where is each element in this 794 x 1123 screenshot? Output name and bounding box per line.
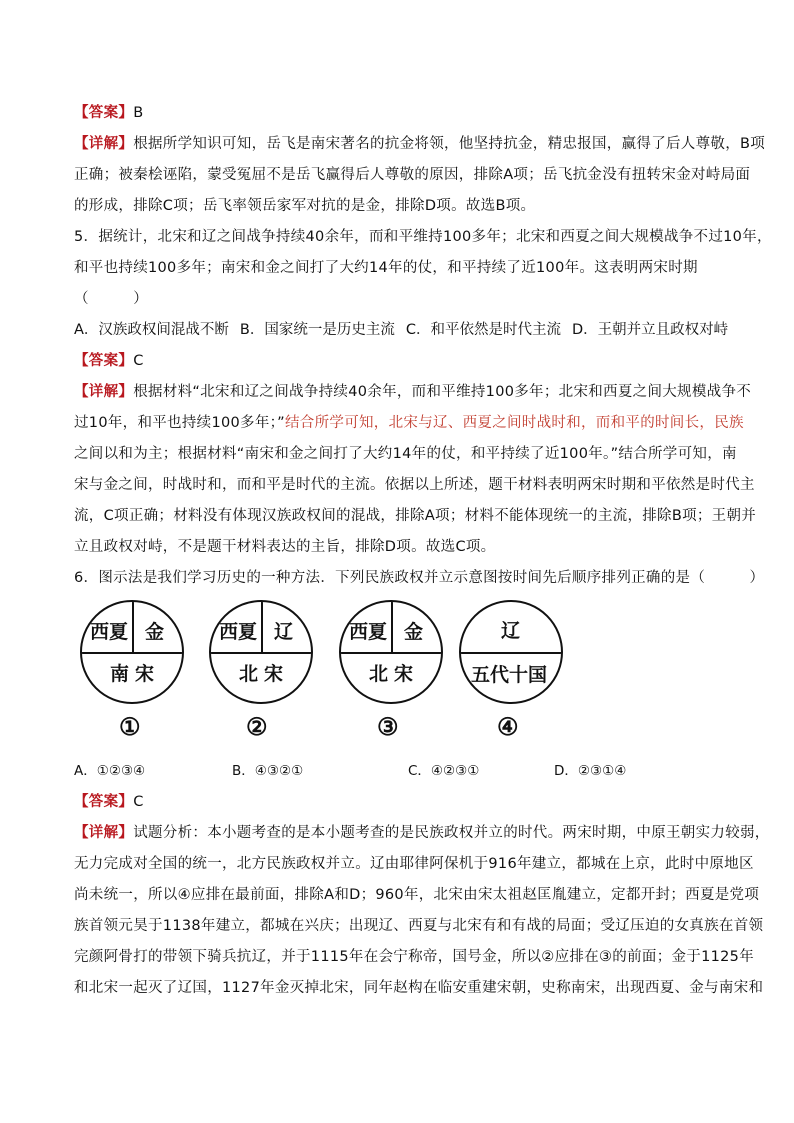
- diagram-number: ②: [246, 712, 268, 741]
- answer-value: C: [133, 353, 144, 369]
- divider: [132, 602, 134, 652]
- diagram-circle-4: [459, 600, 563, 704]
- regime-diagrams: [74, 600, 724, 750]
- option-c: C．④②③①: [408, 763, 480, 779]
- diagram-label: 西夏: [219, 621, 258, 643]
- detail-line: 和北宋一起灭了辽国，1127年金灭掉北宋，同年赵构在临安重建宋朝，史称南宋，出现西夏、金与南宋和: [74, 980, 764, 996]
- option-a: A．汉族政权间混战不断: [74, 322, 229, 338]
- question-stem: 5．据统计，北宋和辽之间战争持续40余年，而和平维持100多年；北宋和西夏之间大规模战争不过10年，: [74, 229, 772, 245]
- answer-line-q4: [74, 98, 724, 129]
- detail-line: 族首领元昊于1138年建立，都城在兴庆；出现辽、西夏与北宋有和有战的局面；受辽压迫的女真族在首领: [74, 918, 764, 934]
- divider: [261, 602, 263, 652]
- detail-line: 完颜阿骨打的带领下骑兵抗辽，并于1115年在会宁称帝，国号金，所以②应排在③的前面；金于1125年: [74, 949, 754, 965]
- diagram-circle-3: [339, 600, 443, 704]
- option-d: D．②③①④: [554, 763, 627, 779]
- detail-line: 无力完成对全国的统一，北方民族政权并立。辽由耶律阿保机于916年建立，都城在上京，此时中原地区: [74, 856, 754, 872]
- highlighted-text: 结合所学可知，北宋与辽、西夏之间时战时和，而和平的时间长，民族: [285, 415, 744, 431]
- answer-tag: 【答案】: [74, 353, 134, 369]
- divider: [82, 652, 182, 654]
- question-stem: 和平也持续100多年；南宋和金之间打了大约14年的仗，和平持续了近100年。这表明两宋时期: [74, 260, 698, 276]
- diagram-label: 五代十国: [471, 664, 548, 686]
- diagram-number: ①: [119, 712, 141, 741]
- question-stem: 6．图示法是我们学习历史的一种方法．下列民族政权并立示意图按时间先后顺序排列正确的是（ ）: [74, 570, 765, 586]
- diagram-label: 辽: [274, 621, 294, 643]
- options-row: [74, 756, 724, 787]
- detail-tag: 【详解】: [74, 384, 134, 400]
- answer-line-q6: [74, 787, 724, 818]
- detail-line: 尚未统一，所以④应排在最前面，排除A和D；960年，北宋由宋太祖赵匡胤建立，定都开封；西夏是党项: [74, 887, 760, 903]
- detail-line: 立且政权对峙，不是题干材料表达的主旨，排除D项。故选C项。: [74, 539, 496, 555]
- divider: [211, 652, 311, 654]
- detail-line: 过10年，和平也持续100多年；”结合所学可知，北宋与辽、西夏之间时战时和，而和平的时间长，民族: [74, 415, 744, 431]
- answer-line-q5: [74, 346, 724, 377]
- diagram-circle-2: [209, 600, 313, 704]
- option-a: A．①②③④: [74, 763, 146, 779]
- divider: [461, 652, 561, 654]
- diagram-label: 南宋: [110, 663, 161, 685]
- option-d: D．王朝并立且政权对峙: [572, 322, 729, 338]
- diagram-number: ③: [377, 712, 399, 741]
- diagram-label: 金: [145, 621, 165, 643]
- answer-tag: 【答案】: [74, 105, 134, 121]
- detail-line: 【详解】根据材料“北宋和辽之间战争持续40余年，而和平维持100多年；北宋和西夏之间大规模战争不: [74, 384, 752, 400]
- diagram-number: ④: [497, 712, 519, 741]
- divider: [341, 652, 441, 654]
- answer-value: C: [133, 794, 144, 810]
- detail-line: 宋与金之间，时战时和，而和平是时代的主流。依据以上所述，题干材料表明两宋时期和平依然是时代主: [74, 477, 755, 493]
- detail-line: 【详解】试题分析：本小题考查的是本小题考查的是民族政权并立的时代。两宋时期，中原王朝实力较弱，: [74, 825, 770, 841]
- divider: [391, 602, 393, 652]
- diagram-label: 金: [404, 621, 424, 643]
- detail-line: 流，C项正确；材料没有体现汉族政权间的混战，排除A项；材料不能体现统一的主流，排除B项；王朝并: [74, 508, 757, 524]
- document-page: [74, 98, 772, 1004]
- detail-line: 【详解】根据所学知识可知，岳飞是南宋著名的抗金将领，他坚持抗金，精忠报国，赢得了后人尊敬，B项: [74, 136, 766, 152]
- detail-tag: 【详解】: [74, 825, 134, 841]
- detail-line: 的形成，排除C项；岳飞率领岳家军对抗的是金，排除D项。故选B项。: [74, 198, 536, 214]
- options-row: [74, 315, 729, 346]
- diagram-circle-1: [80, 600, 184, 704]
- option-b: B．④③②①: [232, 763, 304, 779]
- question-stem: （ ）: [74, 291, 148, 307]
- option-b: B．国家统一是历史主流: [239, 322, 395, 338]
- answer-value: B: [133, 105, 144, 121]
- diagram-label: 北宋: [369, 663, 420, 685]
- diagram-label: 辽: [501, 620, 521, 642]
- diagram-label: 北宋: [239, 663, 290, 685]
- detail-line: 之间以和为主；根据材料“南宋和金之间打了大约14年的仗，和平持续了近100年。”结合所学可知，南: [74, 446, 737, 462]
- diagram-label: 西夏: [90, 621, 129, 643]
- answer-tag: 【答案】: [74, 794, 134, 810]
- option-c: C．和平依然是时代主流: [405, 322, 561, 338]
- detail-line: 正确；被秦桧诬陷，蒙受冤屈不是岳飞赢得后人尊敬的原因，排除A项；岳飞抗金没有扭转宋金对峙局面: [74, 167, 751, 183]
- diagram-label: 西夏: [349, 621, 388, 643]
- detail-tag: 【详解】: [74, 136, 134, 152]
